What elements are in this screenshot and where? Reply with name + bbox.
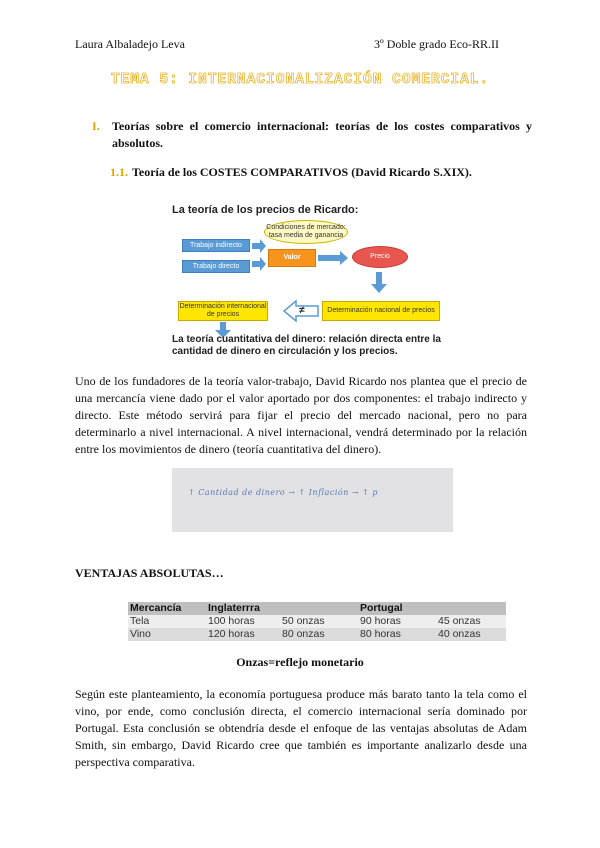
header-author: Laura Albaladejo Leva (75, 37, 185, 51)
box-trabajo-directo: Trabajo directo (182, 260, 250, 273)
arrow-valor-precio (318, 251, 348, 265)
arrow-trabajo-directo (252, 257, 266, 271)
box-precio: Precio (352, 246, 408, 268)
table-cell: 90 horas (358, 615, 436, 628)
handwritten-note-image (172, 468, 453, 532)
table-cell: Tela (128, 615, 206, 628)
table-cell: Vino (128, 628, 206, 641)
box-valor: Valor (268, 249, 316, 267)
table-header-cell: Mercancía (128, 602, 206, 615)
diagram-footer: La teoría cuantitativa del dinero: relación directa entre la cantidad de dinero en circulación y los precios. (172, 334, 441, 357)
section-number: I. (92, 119, 100, 133)
table-row (128, 615, 506, 628)
box-condiciones-mercado: Condiciones de mercado: tasa media de ganancia (264, 220, 348, 244)
ventajas-heading: VENTAJAS ABSOLUTAS… (75, 566, 224, 580)
onzas-caption: Onzas=reflejo monetario (236, 655, 364, 669)
table-cell: 80 onzas (280, 628, 358, 641)
handwritten-note-text: ↑ Cantidad de dinero → ↑ Inflación → ↑ p (188, 488, 379, 497)
subsection-heading-1-1 (110, 165, 472, 180)
diagram-title: La teoría de los precios de Ricardo: (172, 204, 359, 216)
paragraph-conclusion: Según este planteamiento, la economía portuguesa produce más barato tanto la tela como el vino, por ende, como conclusión directa, el comercio internacional sería dominado por Portugal. Esta conclusión se obtendría desde el enfoque de las ventajas absolutas de Adam Smith, sin embargo, David Ricardo cree que también es importante analizarlo desde una perspectiva comparativa. (75, 687, 527, 769)
comparison-table (128, 602, 506, 641)
paragraph-ricardo: Uno de los fundadores de la teoría valor-trabajo, David Ricardo nos plantea que el precio de una mercancía viene dado por el valor aportado por dos componentes: el trabajo indirecto y directo. Este método servirá para fijar el precio del mercado nacional, pero no para determinarlo a nivel internacional. A nivel internacional, vendrá determinado por la relación entre los movimientos de dinero (teoría cuantitativa del dinero). (75, 374, 527, 456)
table-header-cell (436, 602, 506, 615)
page-title: TEMA 5: INTERNACIONALIZACIÓN COMERCIAL. (110, 72, 490, 88)
header-course: 3º Doble grado Eco-RR.II (374, 37, 500, 51)
table-cell: 120 horas (206, 628, 280, 641)
subsection-number: 1.1. (110, 165, 128, 179)
box-determinacion-nacional: Determinación nacional de precios (322, 301, 440, 321)
table-header-row (128, 602, 506, 615)
table-header-cell (280, 602, 358, 615)
table-cell: 100 horas (206, 615, 280, 628)
section-text: Teorías sobre el comercio internacional: teorías de los costes comparativos y absolutos. (112, 119, 532, 150)
box-trabajo-indirecto: Trabajo indirecto (182, 239, 250, 252)
table-cell: 80 horas (358, 628, 436, 641)
table-cell: 45 onzas (436, 615, 506, 628)
neq-symbol: ≠ (299, 305, 305, 316)
section-heading-1 (92, 118, 532, 152)
table-header-cell: Portugal (358, 602, 436, 615)
arrow-trabajo-indirecto (252, 239, 266, 253)
box-determinacion-internacional: Determinación internacional de precios (178, 301, 268, 321)
table-row (128, 628, 506, 641)
table-cell: 50 onzas (280, 615, 358, 628)
subsection-text: Teoría de los COSTES COMPARATIVOS (David Ricardo S.XIX). (132, 165, 472, 179)
table-header-cell: Inglaterrra (206, 602, 280, 615)
arrow-precio-nacional (371, 272, 387, 293)
table-cell: 40 onzas (436, 628, 506, 641)
ricardo-price-diagram (168, 198, 468, 366)
